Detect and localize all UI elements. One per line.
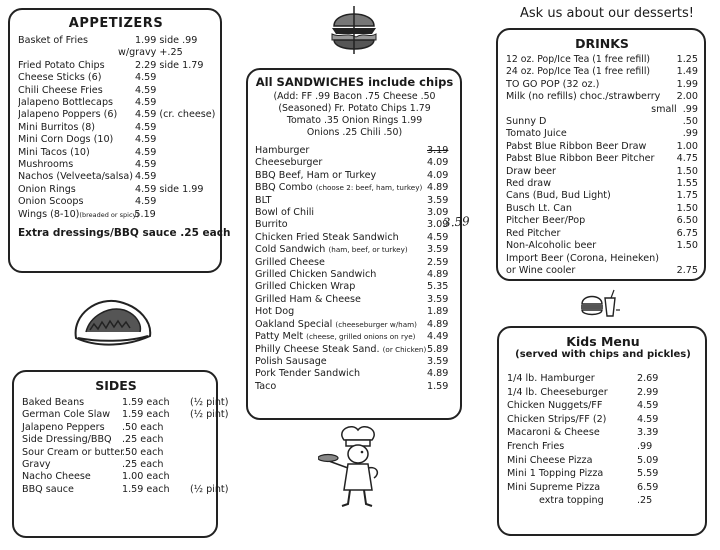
item-name	[255, 269, 427, 281]
item-price: .25	[637, 495, 653, 507]
menu-item-row	[506, 215, 698, 227]
drinks-list	[506, 54, 698, 277]
item-price: w/gravy +.25	[118, 47, 183, 59]
item-name: Mini 1 Topping Pizza	[507, 468, 604, 480]
menu-item-row	[506, 190, 698, 202]
item-name-text: Cold Sandwich	[255, 244, 326, 256]
menu-item-row	[18, 60, 214, 72]
menu-item-row	[18, 159, 214, 171]
item-name: Fried Potato Chips	[18, 59, 105, 71]
menu-item-row	[255, 381, 454, 393]
menu-item-row	[255, 319, 454, 331]
handwritten-price: 3.59	[442, 214, 471, 230]
appetizers-list	[18, 35, 214, 221]
menu-item-row	[506, 54, 698, 66]
item-name: Mini Cheese Pizza	[507, 454, 593, 466]
item-name-text: Chicken Fried Steak Sandwich	[255, 231, 399, 243]
item-price: 4.59	[637, 413, 659, 425]
item-name-text: Patty Melt	[255, 331, 304, 343]
appetizers-title: APPETIZERS	[68, 16, 164, 31]
menu-item-row	[22, 471, 210, 483]
sides-section	[12, 370, 229, 538]
sandwiches-title: All SANDWICHES include chips	[255, 75, 454, 89]
menu-item-row	[22, 409, 229, 421]
item-name: Mushrooms	[18, 159, 74, 171]
item-note: (cheeseburger w/ham)	[335, 319, 417, 329]
item-price: 4.89	[427, 368, 449, 380]
item-price: .25 each	[122, 434, 164, 446]
item-name: Chicken Strips/FF (2)	[507, 413, 607, 425]
menu-item-row	[18, 184, 214, 196]
item-name: Side Dressing/BBQ	[22, 434, 112, 446]
addon-line: Onions .25 Chili .50)	[306, 127, 403, 138]
kids-menu-subtitle: (served with chips and pickles)	[515, 349, 691, 360]
item-name: 24 oz. Pop/Ice Tea (1 free refill)	[506, 66, 651, 78]
item-name: French Fries	[507, 440, 565, 452]
menu-item-row	[18, 134, 214, 146]
item-name: Cans (Bud, Bud Light)	[506, 190, 611, 202]
item-name	[255, 306, 427, 318]
item-price: 4.59	[135, 121, 157, 133]
item-name-text: Taco	[255, 380, 277, 392]
item-name	[255, 356, 427, 368]
menu-item-row	[255, 182, 454, 194]
menu-item-row	[506, 104, 698, 116]
item-name: small	[651, 103, 677, 115]
menu-item-row	[18, 72, 214, 84]
item-name: Nacho Cheese	[22, 471, 91, 483]
sandwich-icon	[328, 4, 380, 62]
menu-item-row	[255, 257, 454, 269]
item-name-text: Grilled Chicken Sandwich	[255, 269, 377, 281]
menu-item-row	[22, 447, 210, 459]
burger-drink-icon	[578, 288, 620, 318]
item-note: (or Chicken)	[382, 344, 427, 354]
item-name	[255, 257, 427, 269]
menu-item-row	[18, 47, 214, 59]
item-price: 4.89	[427, 269, 449, 281]
item-price: .99	[682, 103, 698, 115]
item-price: 3.39	[637, 427, 659, 439]
menu-item-row	[506, 153, 698, 165]
item-note: (ham, beef, or turkey)	[328, 245, 408, 255]
menu-item-row	[18, 196, 214, 208]
item-price: 5.09	[637, 454, 659, 466]
item-price: 5.35	[427, 281, 449, 293]
addon-line: (Add: FF .99 Bacon .75 Cheese .50	[273, 91, 436, 102]
menu-item-row	[255, 195, 454, 207]
menu-item-row	[506, 253, 698, 265]
addon-line: Tomato .35 Onion Rings 1.99	[286, 115, 423, 126]
item-name	[255, 145, 427, 157]
item-name: Busch Lt. Can	[506, 202, 572, 214]
menu-item-row	[506, 66, 698, 78]
item-name: Onion Rings	[18, 183, 76, 195]
drinks-section	[496, 28, 706, 281]
item-price: 3.09	[427, 207, 449, 219]
chef-icon	[318, 422, 396, 510]
item-name-text: Pork Tender Sandwich	[255, 368, 361, 380]
item-name: Baked Beans	[22, 397, 85, 408]
menu-item-row	[507, 386, 699, 400]
item-name	[255, 195, 427, 207]
item-price: 4.59	[135, 72, 157, 84]
item-name	[255, 157, 427, 169]
menu-item-row	[18, 35, 214, 47]
menu-item-row	[255, 244, 454, 256]
menu-item-row	[255, 157, 454, 169]
item-name: BBQ sauce	[22, 483, 74, 495]
menu-item-row	[506, 240, 698, 252]
item-price: 4.49	[427, 331, 449, 343]
item-name: Mini Supreme Pizza	[507, 481, 601, 493]
item-name: Red Pitcher	[506, 227, 561, 239]
appetizers-section	[8, 8, 231, 273]
item-price: 4.59	[135, 146, 157, 158]
menu-item-row	[507, 426, 699, 440]
menu-item-row	[506, 141, 698, 153]
sandwiches-section	[246, 68, 471, 420]
item-price: 6.50	[676, 215, 698, 227]
item-price: 4.75	[676, 153, 698, 165]
item-name	[255, 281, 427, 293]
item-price: 1.59 each	[122, 397, 170, 408]
item-name: Red draw	[506, 178, 552, 190]
item-price: 4.09	[427, 169, 449, 181]
item-price: 3.59	[427, 194, 449, 206]
item-name-text: BLT	[255, 194, 272, 206]
item-note: (cheese, grilled onions on rye)	[306, 332, 416, 342]
item-name: Pitcher Beer/Pop	[506, 215, 586, 227]
item-price: .25 each	[122, 459, 164, 471]
item-price: 2.75	[676, 264, 698, 276]
menu-item-row	[18, 171, 214, 183]
item-price: 5.19	[134, 208, 156, 220]
menu-item-row	[506, 203, 698, 215]
item-name: Sunny D	[506, 116, 547, 128]
item-price: 2.59	[427, 256, 449, 268]
item-price: 4.89	[427, 318, 449, 330]
menu-item-row	[507, 413, 699, 427]
item-name-text: Cheeseburger	[255, 157, 323, 169]
item-name: Tomato Juice	[506, 128, 567, 140]
item-name: 1/4 lb. Hamburger	[507, 373, 595, 384]
item-name	[255, 331, 427, 343]
item-name: Chili Cheese Fries	[18, 84, 103, 96]
drinks-title: DRINKS	[575, 36, 629, 51]
menu-item-row	[506, 178, 698, 190]
menu-item-row	[18, 147, 214, 159]
menu-item-row	[506, 166, 698, 178]
item-price: 1.25	[676, 54, 698, 65]
item-price: 1.75	[676, 190, 698, 202]
menu-item-row	[255, 356, 454, 368]
item-size: (½ pint)	[190, 397, 229, 408]
item-price: 1.50	[676, 165, 698, 177]
item-price: 3.59	[427, 244, 449, 256]
item-name: Draw beer	[506, 165, 556, 177]
item-price: .50 each	[122, 446, 164, 458]
item-name-text: Hamburger	[255, 145, 310, 156]
menu-item-row	[22, 422, 210, 434]
item-price: 1.50	[676, 202, 698, 214]
item-name: Import Beer (Corona, Heineken)	[506, 252, 659, 264]
menu-item-row	[18, 85, 214, 97]
item-name: Gravy	[22, 459, 51, 471]
item-note: (breaded or spicy)	[79, 210, 139, 219]
item-name: Jalapeno Peppers	[22, 421, 105, 433]
item-name: Mini Tacos (10)	[18, 146, 90, 158]
item-name: Onion Scoops	[18, 196, 84, 208]
item-price: 1.50	[676, 240, 698, 252]
item-name: Pabst Blue Ribbon Beer Pitcher	[506, 153, 655, 165]
item-name	[255, 368, 427, 380]
menu-item-row	[506, 91, 698, 103]
menu-item-row	[507, 440, 699, 454]
menu-item-row	[507, 454, 699, 468]
item-price: 1.89	[427, 306, 449, 318]
item-name-text: Polish Sausage	[255, 355, 327, 367]
item-name-text: Philly Cheese Steak Sand.	[255, 343, 380, 355]
item-name: Cheese Sticks (6)	[18, 72, 102, 84]
menu-item-row	[506, 116, 698, 128]
kids-menu-section	[497, 326, 707, 536]
menu-item-row	[255, 219, 454, 231]
item-name: Chicken Nuggets/FF	[507, 400, 603, 412]
desserts-note: Ask us about our desserts!	[520, 6, 695, 21]
item-size: (½ pint)	[190, 409, 229, 421]
item-name	[255, 182, 427, 194]
item-price: 4.59	[135, 159, 157, 171]
sides-title: SIDES	[95, 378, 137, 393]
item-price: 1.99	[676, 78, 698, 90]
extra-dressings-note: Extra dressings/BBQ sauce .25 each	[18, 227, 231, 240]
item-name-text: Oakland Special	[255, 318, 333, 330]
item-price: 1.55	[676, 178, 698, 190]
sandwiches-list	[255, 145, 454, 393]
item-price: 1.59 each	[122, 409, 170, 421]
item-name: Basket of Fries	[18, 35, 89, 46]
item-name-text: BBQ Combo	[255, 182, 313, 194]
menu-item-row	[506, 265, 698, 277]
item-name: Wings (8-10)	[18, 208, 80, 220]
item-name: Jalapeno Poppers (6)	[18, 109, 118, 121]
item-name	[255, 244, 427, 256]
item-name-text: Grilled Ham & Cheese	[255, 293, 361, 305]
item-name: Sour Cream or butter	[22, 446, 125, 458]
item-name-text: Grilled Cheese	[255, 256, 325, 268]
menu-item-row	[255, 269, 454, 281]
item-name: Macaroni & Cheese	[507, 427, 600, 439]
menu-item-row	[507, 467, 699, 481]
item-price: 4.59 (cr. cheese)	[135, 109, 216, 121]
item-name	[255, 207, 427, 219]
item-name: Milk (no refills) choc./strawberry	[506, 91, 661, 103]
item-name: Mini Burritos (8)	[18, 121, 96, 133]
item-name-text: Grilled Chicken Wrap	[255, 281, 356, 293]
item-price: .50 each	[122, 421, 164, 433]
item-price: 2.00	[676, 91, 698, 103]
item-name: 1/4 lb. Cheeseburger	[507, 386, 608, 398]
menu-item-row	[255, 368, 454, 380]
item-name: Jalapeno Bottlecaps	[18, 97, 114, 109]
item-price: 4.59 side 1.99	[135, 183, 204, 195]
item-price: 4.89	[427, 182, 449, 194]
item-name: Pabst Blue Ribbon Beer Draw	[506, 140, 647, 152]
menu-item-row	[18, 109, 214, 121]
sides-list	[22, 397, 229, 496]
item-name: Non-Alcoholic beer	[506, 240, 597, 252]
menu-item-row	[506, 128, 698, 140]
menu-item-row	[255, 306, 454, 318]
item-price: 4.59	[427, 231, 449, 243]
taco-icon	[68, 292, 158, 354]
item-price: 3.09	[427, 219, 449, 231]
item-price: 4.59	[135, 196, 157, 208]
item-name: 12 oz. Pop/Ice Tea (1 free refill)	[506, 54, 651, 65]
item-price: 4.59	[135, 171, 157, 183]
menu-item-row	[255, 331, 454, 343]
menu-item-row	[22, 434, 210, 446]
item-price: 4.59	[135, 97, 157, 109]
item-price: .50	[682, 116, 698, 128]
item-name: Mini Corn Dogs (10)	[18, 134, 114, 146]
item-name: TO GO POP (32 oz.)	[506, 78, 600, 90]
item-name	[255, 170, 427, 182]
item-price: 1.99 side .99	[135, 35, 198, 46]
item-price: 2.69	[637, 373, 659, 384]
item-price: 6.75	[676, 227, 698, 239]
item-price: 1.00	[676, 140, 698, 152]
menu-item-row	[18, 209, 214, 221]
menu-item-row	[22, 397, 229, 409]
item-size: (½ pint)	[190, 483, 229, 495]
item-price: 4.59	[637, 400, 659, 412]
menu-item-row	[18, 97, 214, 109]
menu-item-row	[507, 372, 699, 386]
kids-menu-list	[507, 372, 699, 508]
item-price: 2.29 side 1.79	[135, 59, 204, 71]
menu-item-row	[507, 494, 699, 508]
menu-item-row	[255, 281, 454, 293]
item-price: 1.49	[676, 66, 698, 78]
item-name	[255, 219, 427, 231]
item-name-text: Bowl of Chili	[255, 207, 315, 219]
item-name	[255, 381, 427, 393]
menu-item-row	[22, 459, 210, 471]
item-name-text: Hot Dog	[255, 306, 295, 318]
item-price: 5.59	[637, 468, 659, 480]
item-price: .99	[637, 440, 653, 452]
item-price: 4.59	[135, 134, 157, 146]
item-price: 1.59 each	[122, 483, 170, 495]
item-name: German Cole Slaw	[22, 409, 111, 421]
addon-line: (Seasoned) Fr. Potato Chips 1.79	[278, 103, 431, 114]
item-price: 2.99	[637, 386, 659, 398]
item-name: extra topping	[539, 495, 604, 507]
item-name: Nachos (Velveeta/salsa)	[18, 171, 133, 183]
menu-item-row	[255, 145, 454, 157]
item-name	[255, 344, 427, 356]
menu-item-row	[255, 344, 454, 356]
sandwich-addons	[255, 91, 454, 139]
item-price: 3.19	[427, 145, 449, 156]
menu-item-row	[22, 483, 229, 496]
item-name-text: Burrito	[255, 219, 288, 231]
menu-item-row	[507, 481, 699, 495]
kids-menu-title: Kids Menu	[566, 334, 640, 349]
item-price: 6.59	[637, 481, 659, 493]
menu-item-row	[506, 79, 698, 91]
item-price: .99	[682, 128, 698, 140]
item-price: 1.59	[427, 380, 449, 392]
item-price: 3.59	[427, 293, 449, 305]
menu-item-row	[255, 232, 454, 244]
item-name	[255, 232, 427, 244]
menu-item-row	[255, 170, 454, 182]
item-note: (choose 2: beef, ham, turkey)	[315, 183, 423, 193]
item-name-text: BBQ Beef, Ham or Turkey	[255, 169, 377, 181]
menu-item-row	[255, 207, 454, 219]
item-name	[255, 319, 427, 331]
menu-item-row	[255, 294, 454, 306]
item-price: 1.00 each	[122, 471, 170, 483]
item-price: 5.89	[427, 343, 449, 355]
menu-item-row	[18, 122, 214, 134]
menu-item-row	[506, 228, 698, 240]
item-name: or Wine cooler	[506, 264, 576, 276]
item-price: 4.09	[427, 157, 449, 169]
menu-item-row	[507, 399, 699, 413]
item-name	[255, 294, 427, 306]
item-price: 3.59	[427, 355, 449, 367]
item-price: 4.59	[135, 84, 157, 96]
